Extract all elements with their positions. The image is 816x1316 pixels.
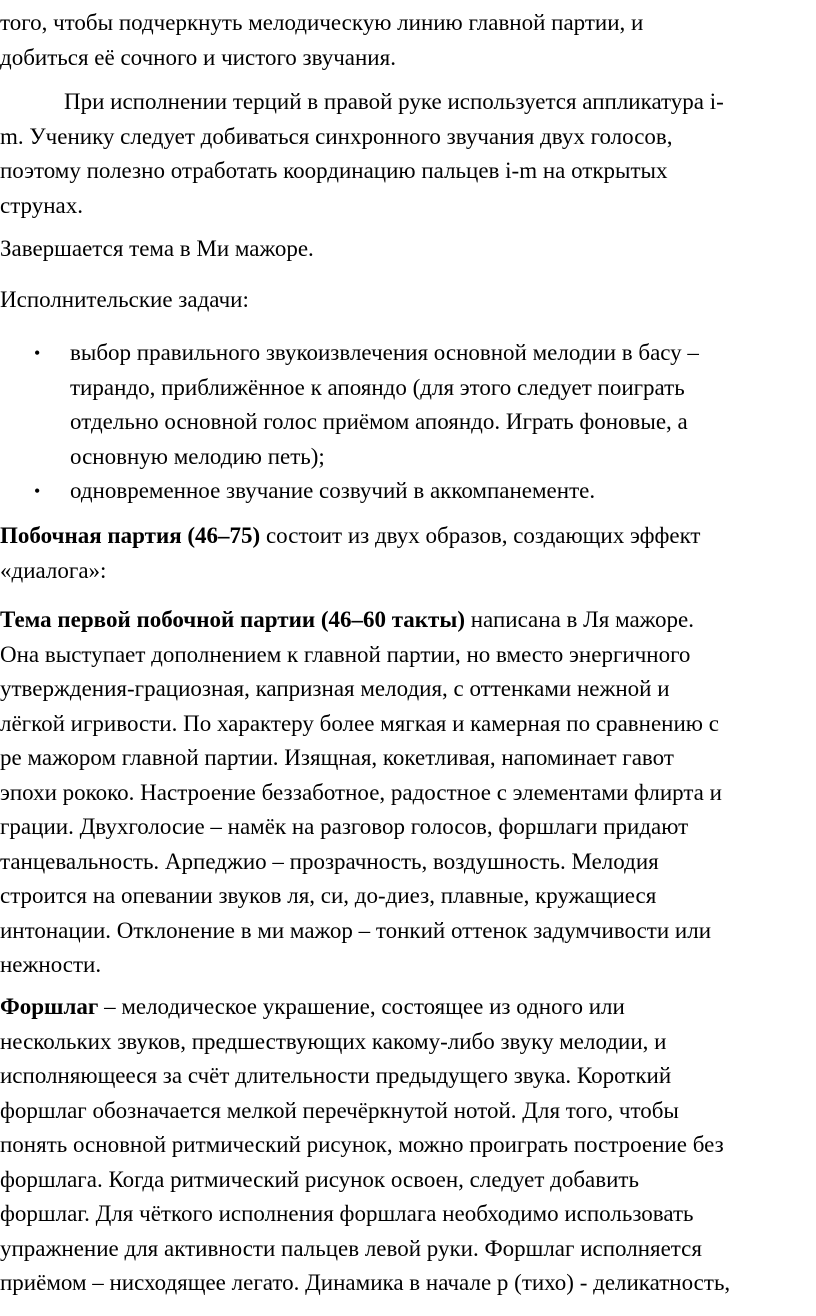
text-line: грации. Двухголосие – намёк на разговор голосов, форшлаги придают [0, 814, 689, 839]
bold-term: Форшлаг [0, 994, 99, 1019]
text-line: Завершается тема в Ми мажоре. [0, 236, 314, 261]
text-line: форшлага. Когда ритмический рисунок освоен, следует добавить [0, 1166, 639, 1192]
text-line: ре мажором главной партии. Изящная, кокетливая, напоминает гавот [0, 745, 674, 770]
text-line: выбор правильного звукоизвлечения основной мелодии в басу – [70, 340, 699, 365]
text-line: упражнение для активности пальцев левой руки. Форшлаг исполняется [0, 1235, 702, 1261]
text-line: нежности. [0, 952, 102, 977]
text-fragment: – мелодическое украшение, состоящее из одного или [98, 994, 625, 1019]
text-line: того, чтобы подчеркнуть мелодическую линию главной партии, и [0, 10, 644, 35]
text-line: приёмом – нисходящее легато. Динамика в начале p (тихо) - деликатность, [0, 1270, 731, 1295]
text-line: интонации. Отклонение в ми мажор – тонкий оттенок задумчивости или [0, 917, 712, 943]
tasks-list [0, 336, 812, 509]
text-line: поэтому полезно отработать координацию пальцев i-m на открытых [0, 158, 668, 183]
text-line: исполняющееся за счёт длительности предыдущего звука. Короткий [0, 1063, 672, 1088]
text-line: форшлаг обозначается мелкой перечёркнутой нотой. Для того, чтобы [0, 1097, 679, 1123]
paragraph-theme-ending [0, 232, 812, 267]
text-line: струнах. [0, 192, 84, 218]
paragraph-forshlag [0, 990, 812, 1301]
text-line [0, 603, 812, 638]
text-line: понять основной ритмический рисунок, можно проиграть построение без [0, 1132, 724, 1157]
text-line: лёгкой игривости. По характеру более мягкая и камерная по сравнению с [0, 710, 719, 736]
list-item [0, 474, 812, 509]
text-line: нескольких звуков, предшествующих какому-либо звуку мелодии, и [0, 1028, 667, 1054]
text-line: тирандо, приближённое к апояндо (для этого следует поиграть [70, 374, 685, 400]
text-fragment: состоит из двух образов, создающих эффект [260, 523, 701, 548]
text-line: утверждения-грациозная, капризная мелодия, с оттенками нежной и [0, 676, 670, 701]
text-fragment: написана в Ля мажоре. [464, 607, 694, 632]
text-line [0, 519, 812, 554]
paragraph-thirds-fingering [0, 85, 812, 223]
text-line: отдельно основной голос приёмом апояндо. Играть фоновые, а [70, 409, 688, 434]
text-line: форшлаг. Для чёткого исполнения форшлага необходимо использовать [0, 1201, 694, 1226]
text-line: добиться её сочного и чистого звучания. [0, 44, 396, 70]
paragraph-first-side-theme [0, 603, 812, 983]
paragraph-continuation [0, 6, 812, 75]
text-line: m. Ученику следует добиваться синхронного звучания двух голосов, [0, 123, 673, 149]
paragraph-tasks-heading [0, 283, 812, 318]
text-line: основную мелодию петь); [70, 443, 325, 469]
text-line: эпохи рококо. Настроение беззаботное, радостное с элементами флирта и [0, 779, 722, 805]
text-line [0, 990, 812, 1025]
text-line: Исполнительские задачи: [0, 287, 249, 312]
text-line: «диалога»: [0, 557, 107, 583]
text-line: танцевальность. Арпеджио – прозрачность, воздушность. Мелодия [0, 848, 659, 874]
text-line: строится на опевании звуков ля, си, до-диез, плавные, кружащиеся [0, 883, 657, 908]
text-line: Она выступает дополнением к главной партии, но вместо энергичного [0, 641, 691, 667]
text-line: При исполнении терций в правой руке используется аппликатура i- [64, 89, 724, 114]
list-item [0, 336, 812, 474]
bullet-icon: • [34, 343, 41, 363]
bullet-icon: • [34, 481, 41, 501]
bold-term: Побочная партия (46–75) [0, 523, 261, 548]
text-line: одновременное звучание созвучий в аккомпанементе. [70, 478, 596, 503]
bold-term: Тема первой побочной партии (46–60 такты) [0, 607, 465, 632]
paragraph-side-part [0, 519, 812, 588]
